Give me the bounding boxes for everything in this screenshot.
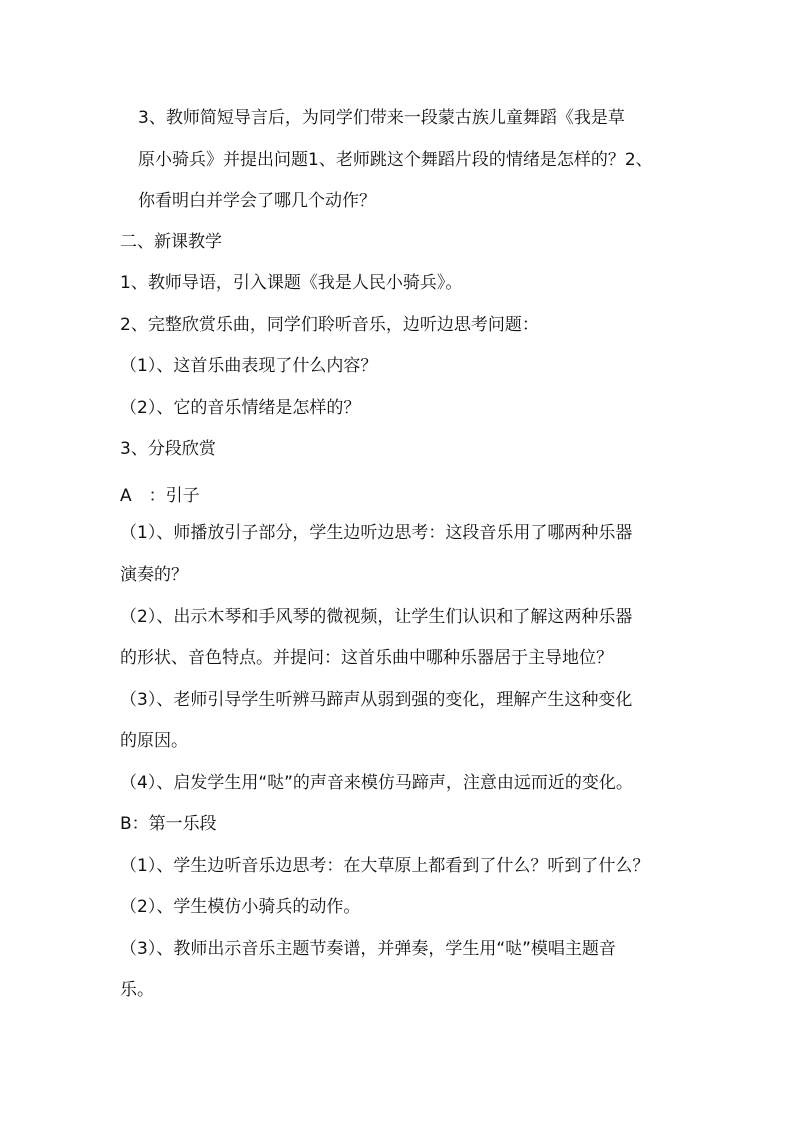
paragraph-line: （2）、它的音乐情绪是怎样的？ — [120, 398, 361, 418]
paragraph-line: 原小骑兵》并提出问题1、老师跳这个舞蹈片段的情绪是怎样的？2、 — [138, 150, 653, 170]
paragraph-line: 你看明白并学会了哪几个动作？ — [138, 191, 376, 211]
paragraph-line: 乐。 — [120, 980, 154, 1000]
paragraph-line: 3、教师简短导言后，为同学们带来一段蒙古族儿童舞蹈《我是草 — [138, 108, 625, 128]
paragraph-line: 1、教师导语，引入课题《我是人民小骑兵》。 — [120, 273, 463, 293]
subsection-heading: B：第一乐段 — [120, 814, 217, 834]
paragraph-line: 2、完整欣赏乐曲，同学们聆听音乐，边听边思考问题： — [120, 315, 539, 335]
subsection-heading: 3、分段欣赏 — [120, 439, 216, 459]
paragraph-line: 的原因。 — [120, 731, 188, 751]
section-heading: 二、新课教学 — [120, 232, 222, 252]
paragraph-line: 的形状、音色特点。并提问：这首乐曲中哪种乐器居于主导地位？ — [120, 648, 613, 668]
paragraph-line: （3）、教师出示音乐主题节奏谱，并弹奏，学生用“哒”模唱主题音 — [120, 939, 616, 959]
paragraph-line: （1）、这首乐曲表现了什么内容？ — [120, 356, 378, 376]
paragraph-line: （2）、学生模仿小骑兵的动作。 — [120, 897, 361, 917]
paragraph-line: （2）、出示木琴和手风琴的微视频，让学生们认识和了解这两种乐器 — [120, 607, 633, 627]
paragraph-line: （1）、师播放引子部分，学生边听边思考：这段音乐用了哪两种乐器 — [120, 523, 633, 543]
paragraph-line: 演奏的？ — [120, 565, 188, 585]
paragraph-line: （1）、学生边听音乐边思考：在大草原上都看到了什么？听到了什么？ — [120, 856, 650, 876]
paragraph-line: （4）、启发学生用“哒”的声音来模仿马蹄声，注意由远而近的变化。 — [120, 773, 633, 793]
subsection-heading: A ：引子 — [120, 486, 200, 506]
paragraph-line: （3）、老师引导学生听辨马蹄声从弱到强的变化，理解产生这种变化 — [120, 690, 633, 710]
